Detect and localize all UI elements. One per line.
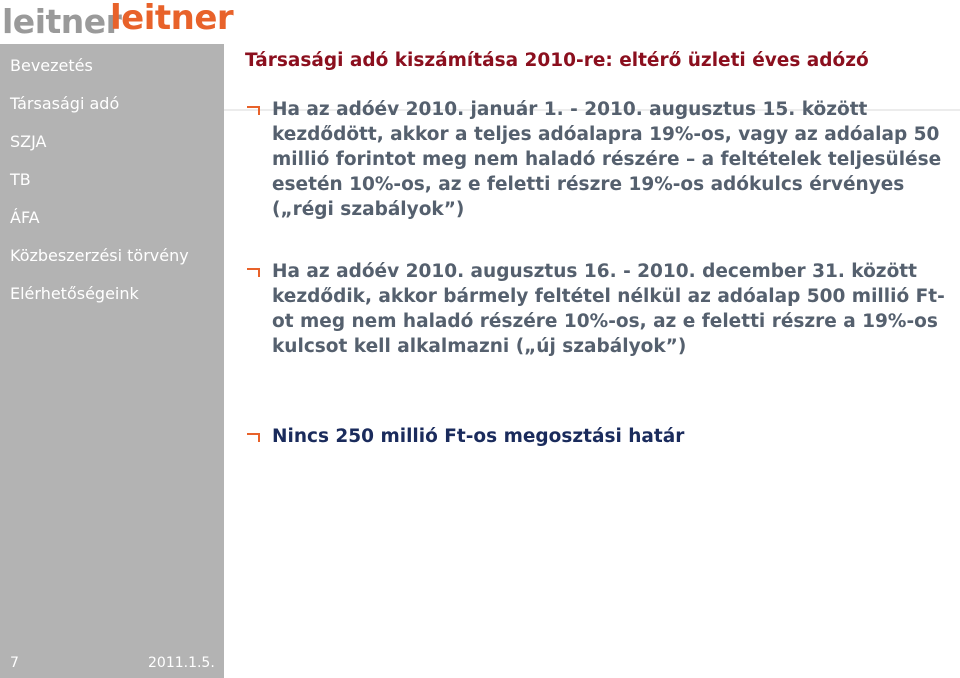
bullet-text: Ha az adóév 2010. augusztus 16. - 2010. december 31. között kezdődik, akkor bármely feltétel nélkül az adóalap 500 millió Ft-ot meg nem haladó részére 10%-os, az e feletti részre a 19%-os kulcsot kell alkalmazni („új szabályok”) [272, 261, 945, 357]
header [0, 0, 960, 44]
sidebar-item-kozbeszerzes[interactable]: Közbeszerzési törvény [10, 246, 189, 265]
bullet-item-3 [246, 424, 960, 449]
logo-grey: leitner [2, 2, 122, 41]
bullet-corner-icon [246, 268, 261, 278]
main-content [224, 44, 960, 678]
sidebar-item-szja[interactable]: SZJA [10, 132, 47, 151]
bullet-corner-icon [246, 433, 261, 443]
bullet-item-1 [246, 97, 960, 222]
logo-orange: leitner [110, 0, 234, 38]
slide-date: 2011.1.5. [148, 655, 215, 671]
sidebar-item-elerhetosegeink[interactable]: Elérhetőségeink [10, 284, 139, 303]
page-title: Társasági adó kiszámítása 2010-re: eltérő üzleti éves adózó [245, 50, 869, 71]
bullet-text: Nincs 250 millió Ft-os megosztási határ [272, 426, 685, 447]
sidebar-item-tarsasagi-ado[interactable]: Társasági adó [10, 94, 120, 113]
sidebar-item-tb[interactable]: TB [10, 170, 31, 189]
page-number: 7 [10, 655, 19, 671]
sidebar-item-afa[interactable]: ÁFA [10, 208, 40, 227]
sidebar [0, 44, 224, 678]
bullet-corner-icon [246, 106, 261, 116]
bullet-item-2 [246, 259, 960, 359]
sidebar-item-bevezetes[interactable]: Bevezetés [10, 56, 93, 75]
bullet-text: Ha az adóév 2010. január 1. - 2010. augusztus 15. között kezdődött, akkor a teljes adóalapra 19%-os, vagy az adóalap 50 millió forintot meg nem haladó részére – a feltételek teljesülése esetén 10%-os, az e feletti részre 19%-os adókulcs érvényes („régi szabályok”) [272, 99, 942, 220]
